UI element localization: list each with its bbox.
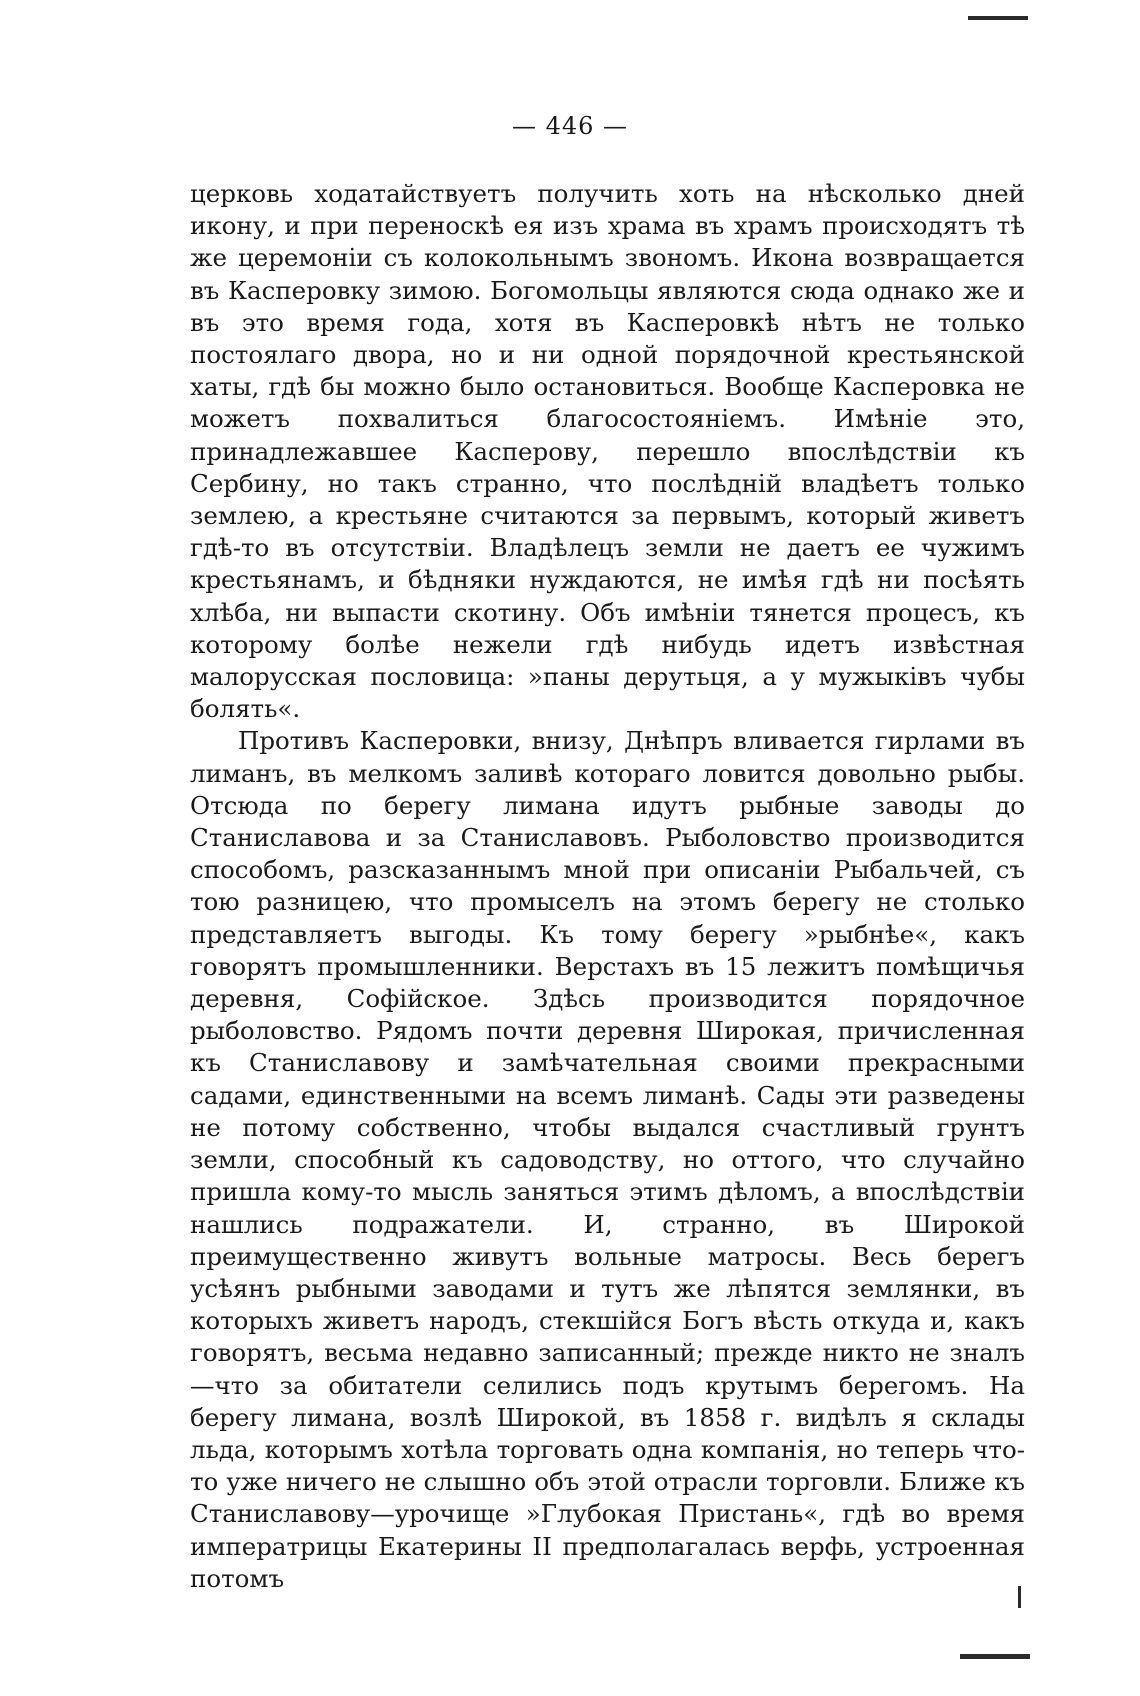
paragraph-2: Противъ Касперовки, внизу, Днѣпръ вливается гирлами въ лиманъ, въ мелкомъ заливѣ котораго ловится довольно рыбы. Отсюда по берегу лимана идутъ рыбные заводы до Станиславова и за Станиславовъ. Рыболовство производится способомъ, разсказаннымъ мной при описаніи Рыбальчей, съ тою разницею, что промыселъ на этомъ берегу не столько представляетъ выгоды. Къ тому берегу »рыбнѣе«, какъ говорятъ промышленники. Верстахъ въ 15 лежитъ помѣщичья деревня, Софійское. Здѣсь производится порядочное рыболовство. Рядомъ почти деревня Широкая, причисленная къ Станиславову и замѣчательная своими прекрасными садами, единственными на всемъ лиманѣ. Сады эти разведены не потому собственно, чтобы выдался счастливый грунтъ земли, способный къ садоводству, но оттого, что случайно пришла кому-то мысль заняться этимъ дѣломъ, а впослѣдствіи нашлись подражатели. И, странно, въ Широкой преимущественно живутъ вольные матросы. Весь берегъ усѣянъ рыбными заводами и тутъ же лѣпятся землянки, въ которыхъ живетъ народъ, стекшійся Богъ вѣсть откуда и, какъ говорятъ, весьма недавно записанный; прежде никто не зналъ—что за обитатели селились подъ крутымъ берегомъ. На берегу лимана, возлѣ Широкой, въ 1858 г. видѣлъ я склады льда, которымъ хотѣла торговать одна компанія, но теперь что-то уже ничего не слышно объ этой отрасли торговли. Ближе къ Станиславову—урочище »Глубокая Пристань«, гдѣ во время императрицы Екатерины II предполагалась верфь, устроенная потомъ [190, 726, 1025, 1593]
paragraph-1: церковь ходатайствуетъ получить хоть на нѣсколько дней икону, и при переноскѣ ея изъ храма въ храмъ происходятъ тѣ же церемоніи съ колокольнымъ звономъ. Икона возвращается въ Касперовку зимою. Богомольцы являются сюда однако же и въ это время года, хотя въ Касперовкѣ нѣтъ не только постоялаго двора, но и ни одной порядочной крестьянской хаты, гдѣ бы можно было остановиться. Вообще Касперовка не можетъ похвалиться благосостояніемъ. Имѣніе это, принадлежавшее Касперову, перешло впослѣдствіи къ Сербину, но такъ странно, что послѣдній владѣетъ только землею, а крестьяне считаются за первымъ, который живетъ гдѣ-то въ отсутствіи. Владѣлецъ земли не даетъ ее чужимъ крестьянамъ, и бѣдняки нуждаются, не имѣя гдѣ ни посѣять хлѣба, ни выпасти скотину. Объ имѣніи тянется процесъ, къ которому болѣе нежели гдѣ нибудь идетъ извѣстная малорусская пословица: »паны дерутьця, а у мужыківъ чубы болять«. [190, 179, 1025, 724]
scan-artifact-right-edge [1018, 1586, 1021, 1608]
page-number: — 446 — [511, 112, 629, 140]
scan-artifact-top-right [968, 16, 1028, 20]
body-text [190, 178, 1025, 1595]
scan-artifact-bottom-right [960, 1654, 1030, 1659]
